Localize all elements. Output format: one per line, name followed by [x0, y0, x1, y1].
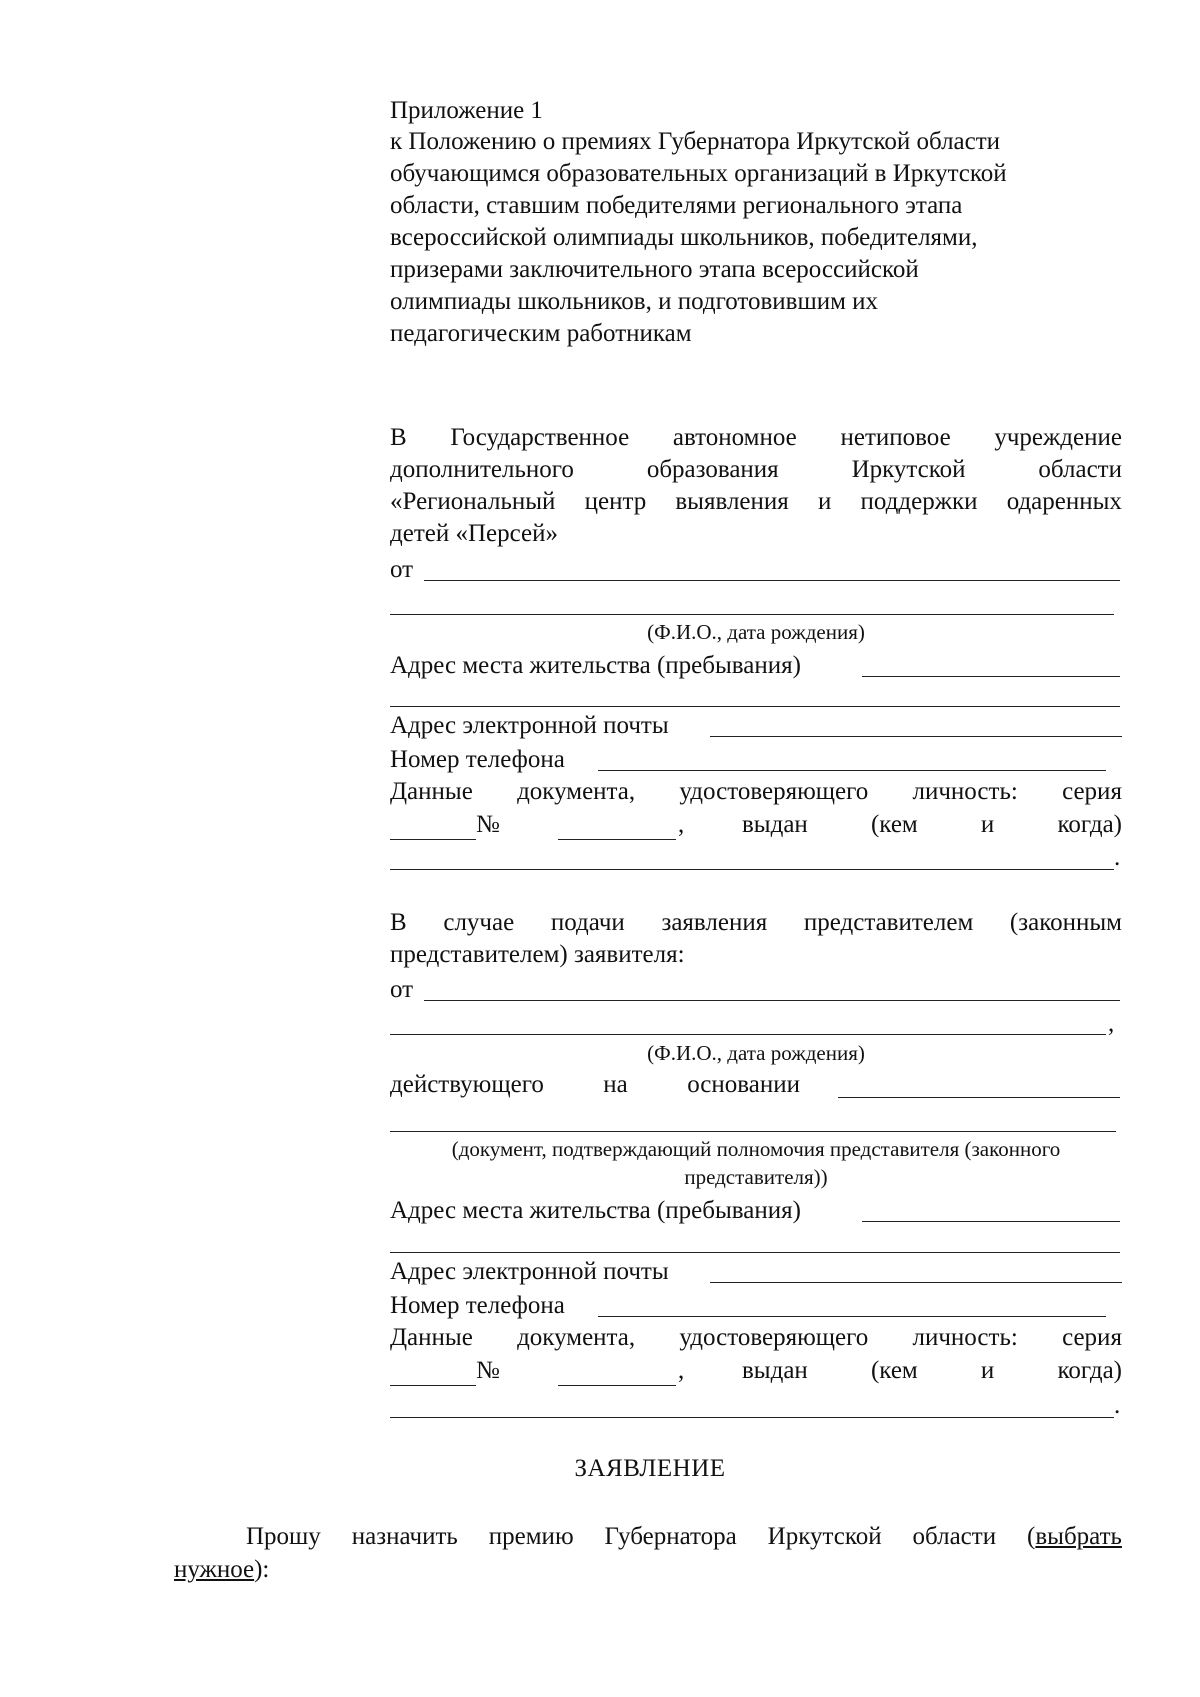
word: и — [980, 811, 995, 838]
representative-period: . — [1114, 1392, 1121, 1419]
applicant-number-field[interactable] — [558, 839, 676, 840]
word: документа, — [517, 1324, 636, 1351]
word: автономное — [672, 424, 797, 451]
representative-email-label: Адрес электронной почты — [390, 1258, 669, 1285]
applicant-email-label: Адрес электронной почты — [390, 712, 669, 739]
word: действующего — [390, 1071, 544, 1098]
representative-name-field-2[interactable] — [390, 1034, 1106, 1035]
applicant-fio-hint: (Ф.И.О., дата рождения) — [647, 620, 865, 644]
representative-number-field[interactable] — [558, 1385, 676, 1386]
applicant-from-label: от — [390, 556, 414, 583]
representative-doc-hint-1: (документ, подтверждающий полномочия представителя (законного — [451, 1137, 1061, 1161]
word: (кем — [870, 811, 918, 838]
word: учреждение — [994, 424, 1122, 451]
representative-comma-2: , — [678, 1357, 685, 1384]
word: выдан — [742, 811, 808, 838]
statement-title: ЗАЯВЛЕНИЕ — [574, 1455, 726, 1482]
appendix-line: олимпиады школьников, и подготовившим их — [390, 288, 879, 315]
appendix-line: обучающимся образовательных организаций в Иркутской — [390, 160, 1007, 187]
representative-basis-field[interactable] — [838, 1097, 1120, 1098]
statement-request-line-1 — [246, 1522, 1122, 1552]
word — [1027, 1522, 1122, 1552]
representative-series-field[interactable] — [390, 1385, 476, 1386]
word: поддержки — [860, 488, 978, 515]
word: одаренных — [1006, 488, 1122, 515]
word: документа, — [517, 778, 636, 805]
addressee-line-2 — [390, 455, 1122, 485]
representative-comma: , — [1108, 1010, 1115, 1037]
word: подачи — [550, 909, 625, 936]
word: дополнительного — [390, 456, 574, 483]
word: представителем — [803, 909, 974, 936]
word: на — [603, 1071, 628, 1098]
word: личность: — [912, 778, 1018, 805]
applicant-series-field[interactable] — [390, 839, 476, 840]
word: Данные — [390, 778, 473, 805]
appendix-line: всероссийской олимпиады школьников, победителями, — [390, 224, 978, 251]
word: Данные — [390, 1324, 473, 1351]
word: серия — [1062, 1324, 1122, 1351]
word: личность: — [912, 1324, 1018, 1351]
word: премию — [488, 1523, 574, 1550]
word: выдан — [742, 1357, 808, 1384]
word: Прошу — [246, 1523, 321, 1550]
word: центр — [584, 488, 647, 515]
applicant-address-field[interactable] — [862, 676, 1120, 677]
addressee-line-1 — [390, 423, 1122, 453]
underlined-word: нужное — [174, 1556, 255, 1583]
appendix-line: Приложение 1 — [390, 97, 543, 124]
word: когда) — [1057, 1357, 1122, 1384]
appendix-line: к Положению о премиях Губернатора Иркутской области — [390, 128, 1001, 155]
appendix-line: педагогическим работникам — [390, 320, 692, 347]
word: серия — [1062, 778, 1122, 805]
representative-from-label: от — [390, 976, 414, 1003]
word: области — [1038, 456, 1122, 483]
word: Государственное — [450, 424, 630, 451]
word: удостоверяющего — [679, 1324, 869, 1351]
word: области — [912, 1523, 997, 1550]
underlined-word: выбрать — [1035, 1523, 1122, 1550]
word: Иркутской — [767, 1523, 882, 1550]
word: и — [817, 488, 832, 515]
applicant-comma: , — [678, 811, 685, 838]
statement-request-line-2 — [174, 1555, 269, 1585]
representative-issued-line — [742, 1356, 1122, 1386]
representative-basis-field-2[interactable] — [390, 1131, 1116, 1132]
word: назначить — [351, 1523, 458, 1550]
word: удостоверяющего — [679, 778, 869, 805]
word: В — [390, 424, 407, 451]
request-end: ): — [254, 1556, 270, 1583]
word: Иркутской — [851, 456, 966, 483]
representative-phone-label: Номер телефона — [390, 1292, 565, 1319]
word: (кем — [870, 1357, 918, 1384]
representative-issued-field[interactable] — [390, 1417, 1114, 1418]
word: Губернатора — [604, 1523, 737, 1550]
representative-phone-field[interactable] — [598, 1316, 1106, 1317]
addressee-line-4: детей «Персей» — [390, 520, 558, 547]
word: основании — [687, 1071, 800, 1098]
word: выявления — [675, 488, 789, 515]
applicant-period: . — [1114, 844, 1121, 871]
representative-address-field[interactable] — [862, 1221, 1120, 1222]
paren: ( — [1027, 1523, 1036, 1550]
word: заявления — [661, 909, 768, 936]
applicant-email-field[interactable] — [710, 736, 1122, 737]
word: (законным — [1009, 909, 1122, 936]
applicant-doc-line — [390, 777, 1122, 807]
word: случае — [443, 909, 515, 936]
representative-fio-hint: (Ф.И.О., дата рождения) — [647, 1041, 865, 1065]
appendix-line: призерами заключительного этапа всероссийской — [390, 256, 919, 283]
applicant-issued-field[interactable] — [390, 869, 1114, 870]
applicant-address-field-2[interactable] — [390, 706, 1120, 707]
word: образования — [646, 456, 779, 483]
representative-num-sign: № — [476, 1357, 500, 1384]
representative-address-field-2[interactable] — [390, 1252, 1120, 1253]
appendix-line: области, ставшим победителями регионального этапа — [390, 192, 963, 219]
word: нетиповое — [840, 424, 951, 451]
applicant-name-field-2[interactable] — [390, 614, 1114, 615]
word: В — [390, 909, 407, 936]
word: и — [980, 1357, 995, 1384]
representative-intro-line-2: представителем) заявителя: — [390, 941, 685, 968]
representative-email-field[interactable] — [710, 1282, 1122, 1283]
applicant-num-sign: № — [476, 811, 500, 838]
representative-address-label: Адрес места жительства (пребывания) — [390, 1197, 801, 1224]
word: «Региональный — [390, 488, 556, 515]
word: когда) — [1057, 811, 1122, 838]
applicant-address-label: Адрес места жительства (пребывания) — [390, 652, 801, 679]
applicant-phone-field[interactable] — [598, 770, 1106, 771]
applicant-phone-label: Номер телефона — [390, 746, 565, 773]
applicant-name-field[interactable] — [424, 580, 1120, 581]
addressee-line-3 — [390, 487, 1122, 517]
applicant-issued-line — [742, 810, 1122, 840]
representative-doc-hint-2: представителя)) — [684, 1165, 828, 1189]
representative-intro-line-1 — [390, 908, 1122, 938]
representative-basis-line — [390, 1070, 800, 1100]
representative-name-field[interactable] — [424, 1000, 1120, 1001]
representative-doc-line — [390, 1323, 1122, 1353]
